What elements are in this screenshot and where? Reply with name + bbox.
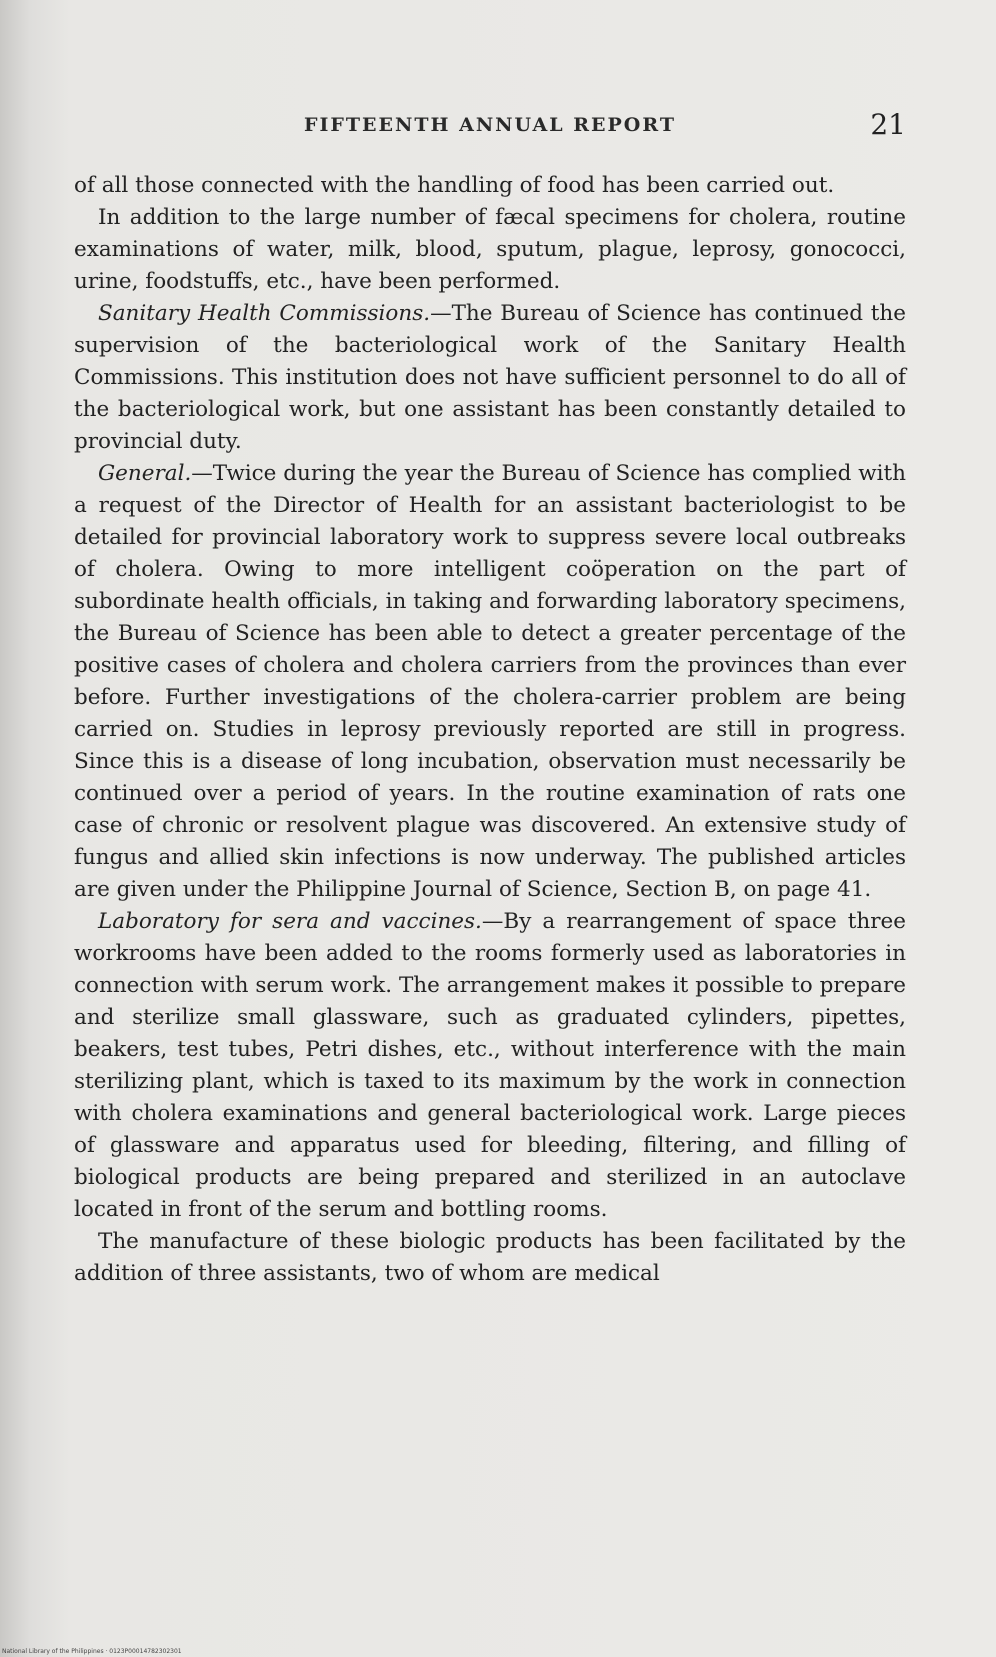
paragraph-text: —Twice during the year the Bureau of Science has complied with a request of the Director of Health for an assistant bacteriologist to be detailed for provincial laboratory work to suppress severe local outbreaks of cholera. Owing to more intelligent coöperation on the part of subordinate health officials, in taking and forwarding laboratory specimens, the Bureau of Science has been able to detect a greater percentage of the positive cases of cholera and cholera carriers from the provinces than ever before. Further investigations of the cholera-carrier problem are being carried on. Studies in leprosy previously reported are still in progress. Since this is a disease of long incubation, observation must necessarily be continued over a period of years. In the routine examination of rats one case of chronic or resolvent plague was discovered. An extensive study of fungus and allied skin infections is now underway. The published articles are given under the Philippine Journal of Science, Section B, on page 41. bbox=[74, 461, 906, 902]
page-number: 21 bbox=[870, 108, 906, 141]
paragraph-heading: Sanitary Health Commissions. bbox=[98, 301, 431, 326]
running-head: FIFTEENTH ANNUAL REPORT bbox=[304, 114, 676, 136]
paragraph-text: The manufacture of these biologic products has been facilitated by the addition of three assistants, two of whom are medical bbox=[74, 1229, 906, 1286]
paragraph-text: —By a rearrangement of space three workrooms have been added to the rooms formerly used as laboratories in connection with serum work. The arrangement makes it possible to prepare and sterilize small glassware, such as graduated cylinders, pipettes, beakers, test tubes, Petri dishes, etc., without interference with the main sterilizing plant, which is taxed to its maximum by the work in connection with cholera examinations and general bacteriological work. Large pieces of glassware and apparatus used for bleeding, filtering, and filling of biological products are being prepared and sterilized in an autoclave located in front of the serum and bottling rooms. bbox=[74, 909, 906, 1222]
body-text bbox=[74, 170, 906, 1290]
paragraph bbox=[74, 298, 906, 458]
paragraph-text: of all those connected with the handling of food has been carried out. bbox=[74, 173, 835, 198]
paragraph-heading: Laboratory for sera and vaccines. bbox=[98, 909, 482, 934]
paragraph-text: In addition to the large number of fæcal specimens for cholera, routine examinations of water, milk, blood, sputum, plague, leprosy, gonococci, urine, foodstuffs, etc., have been performed. bbox=[74, 205, 906, 294]
page-header bbox=[74, 108, 906, 148]
paragraph bbox=[74, 906, 906, 1226]
paragraph-heading: General. bbox=[98, 461, 192, 486]
paragraph-text: —The Bureau of Science has continued the supervision of the bacteriological work of the Sanitary Health Commissions. This institution does not have sufficient personnel to do all of the bacteriological work, but one assistant has been constantly detailed to provincial duty. bbox=[74, 301, 906, 454]
paragraph bbox=[74, 202, 906, 298]
scan-footer: National Library of the Philippines · 0123P00014782302301 bbox=[2, 1648, 182, 1655]
paragraph bbox=[74, 1226, 906, 1290]
paragraph bbox=[74, 170, 906, 202]
paragraph bbox=[74, 458, 906, 906]
